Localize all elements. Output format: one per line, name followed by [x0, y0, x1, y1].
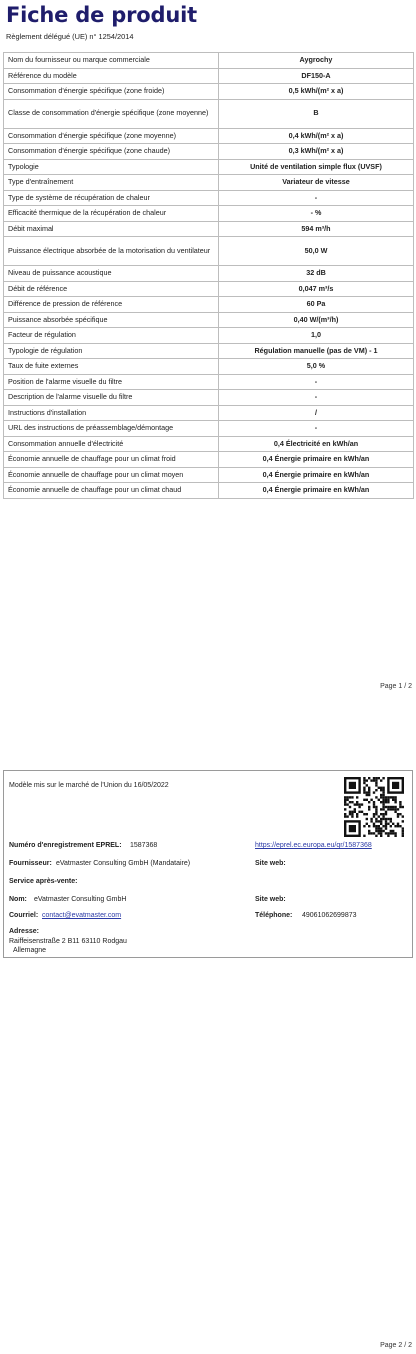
table-row [4, 128, 414, 144]
name-label: Nom: [9, 896, 27, 903]
phone-label: Téléphone: [255, 912, 293, 919]
spec-value: 594 m³/h [219, 221, 414, 237]
spec-value: Aygrochy [219, 53, 414, 69]
table-row [4, 206, 414, 222]
spec-label: Instructions d'installation [4, 405, 219, 421]
table-row [4, 421, 414, 437]
table-row [4, 343, 414, 359]
spec-value: - [219, 374, 414, 390]
spec-label: Puissance absorbée spécifique [4, 312, 219, 328]
spec-label: Classe de consommation d'énergie spécifique (zone moyenne) [4, 99, 219, 128]
spec-value: 0,4 kWh/(m² x a) [219, 128, 414, 144]
table-row [4, 84, 414, 100]
spec-label: Économie annuelle de chauffage pour un climat chaud [4, 483, 219, 499]
market-date: Modèle mis sur le marché de l'Union du 16/05/2022 [9, 782, 169, 789]
address-label: Adresse: [9, 928, 39, 935]
service-label: Service après-vente: [9, 878, 78, 885]
email-label: Courriel: [9, 912, 39, 919]
spec-label: Typologie de régulation [4, 343, 219, 359]
spec-label: Nom du fournisseur ou marque commerciale [4, 53, 219, 69]
table-row [4, 405, 414, 421]
table-row [4, 483, 414, 499]
spec-label: Efficacité thermique de la récupération de chaleur [4, 206, 219, 222]
product-spec-table [3, 52, 414, 499]
table-row [4, 190, 414, 206]
spec-label: Économie annuelle de chauffage pour un climat moyen [4, 467, 219, 483]
spec-value: 5,0 % [219, 359, 414, 375]
spec-label: Position de l'alarme visuelle du filtre [4, 374, 219, 390]
table-row [4, 175, 414, 191]
table-row [4, 467, 414, 483]
spec-value: 1,0 [219, 328, 414, 344]
spec-label: Facteur de régulation [4, 328, 219, 344]
table-row [4, 359, 414, 375]
spec-label: Taux de fuite externes [4, 359, 219, 375]
spec-label: Typologie [4, 159, 219, 175]
table-row [4, 237, 414, 266]
spec-value: 0,4 Énergie primaire en kWh/an [219, 483, 414, 499]
spec-value: / [219, 405, 414, 421]
regulation-subtitle: Règlement délégué (UE) n° 1254/2014 [6, 32, 134, 41]
spec-label: Type de système de récupération de chaleur [4, 190, 219, 206]
spec-label: Débit de référence [4, 281, 219, 297]
eprel-info-card [3, 770, 413, 958]
email-link[interactable]: contact@evatmaster.com [42, 912, 122, 919]
spec-value: DF150-A [219, 68, 414, 84]
spec-value: - [219, 421, 414, 437]
spec-value: 0,4 Électricité en kWh/an [219, 436, 414, 452]
spec-value: 0,3 kWh/(m² x a) [219, 144, 414, 160]
spec-label: URL des instructions de préassemblage/démontage [4, 421, 219, 437]
table-row [4, 68, 414, 84]
eprel-link[interactable]: https://eprel.ec.europa.eu/qr/1587368 [255, 842, 372, 849]
table-row [4, 297, 414, 313]
spec-value: - % [219, 206, 414, 222]
table-row [4, 436, 414, 452]
spec-label: Type d'entraînement [4, 175, 219, 191]
spec-value: - [219, 190, 414, 206]
website-label-supplier: Site web: [255, 860, 286, 867]
spec-label: Différence de pression de référence [4, 297, 219, 313]
address-line-2: Allemagne [13, 947, 47, 954]
spec-value: 32 dB [219, 266, 414, 282]
table-row [4, 159, 414, 175]
spec-value: 0,40 W/(m³/h) [219, 312, 414, 328]
spec-value: 0,4 Énergie primaire en kWh/an [219, 467, 414, 483]
table-row [4, 328, 414, 344]
spec-value: Unité de ventilation simple flux (UVSF) [219, 159, 414, 175]
address-line-1: Raiffeisenstraße 2 B11 63110 Rodgau [9, 938, 127, 945]
table-row [4, 99, 414, 128]
spec-label: Économie annuelle de chauffage pour un climat froid [4, 452, 219, 468]
website-label-service: Site web: [255, 896, 286, 903]
table-row [4, 452, 414, 468]
spec-value: 0,4 Énergie primaire en kWh/an [219, 452, 414, 468]
qr-code-icon [344, 777, 404, 837]
phone-value: 49061062699873 [302, 912, 357, 919]
spec-value: - [219, 390, 414, 406]
table-row [4, 281, 414, 297]
spec-label: Consommation d'énergie spécifique (zone froide) [4, 84, 219, 100]
supplier-label: Fournisseur: [9, 860, 52, 867]
table-row [4, 144, 414, 160]
spec-value: 0,5 kWh/(m² x a) [219, 84, 414, 100]
supplier-value: eVatmaster Consulting GmbH (Mandataire) [56, 860, 191, 867]
spec-label: Débit maximal [4, 221, 219, 237]
table-row [4, 390, 414, 406]
page-number-2: Page 2 / 2 [380, 1342, 412, 1349]
table-row [4, 53, 414, 69]
table-row [4, 312, 414, 328]
table-row [4, 221, 414, 237]
table-row [4, 266, 414, 282]
spec-value: Régulation manuelle (pas de VM) - 1 [219, 343, 414, 359]
eprel-number: 1587368 [130, 842, 158, 849]
spec-value: 60 Pa [219, 297, 414, 313]
spec-value: 0,047 m³/s [219, 281, 414, 297]
spec-label: Niveau de puissance acoustique [4, 266, 219, 282]
spec-value: Variateur de vitesse [219, 175, 414, 191]
spec-value: B [219, 99, 414, 128]
page-title: Fiche de produit [6, 3, 197, 27]
spec-value: 50,0 W [219, 237, 414, 266]
spec-label: Référence du modèle [4, 68, 219, 84]
eprel-label: Numéro d'enregistrement EPREL: [9, 842, 122, 849]
page-number: Page 1 / 2 [380, 683, 412, 690]
table-row [4, 374, 414, 390]
spec-label: Consommation annuelle d'électricité [4, 436, 219, 452]
name-value: eVatmaster Consulting GmbH [34, 896, 127, 903]
spec-label: Description de l'alarme visuelle du filtre [4, 390, 219, 406]
spec-label: Consommation d'énergie spécifique (zone moyenne) [4, 128, 219, 144]
spec-label: Puissance électrique absorbée de la motorisation du ventilateur [4, 237, 219, 266]
spec-label: Consommation d'énergie spécifique (zone chaude) [4, 144, 219, 160]
